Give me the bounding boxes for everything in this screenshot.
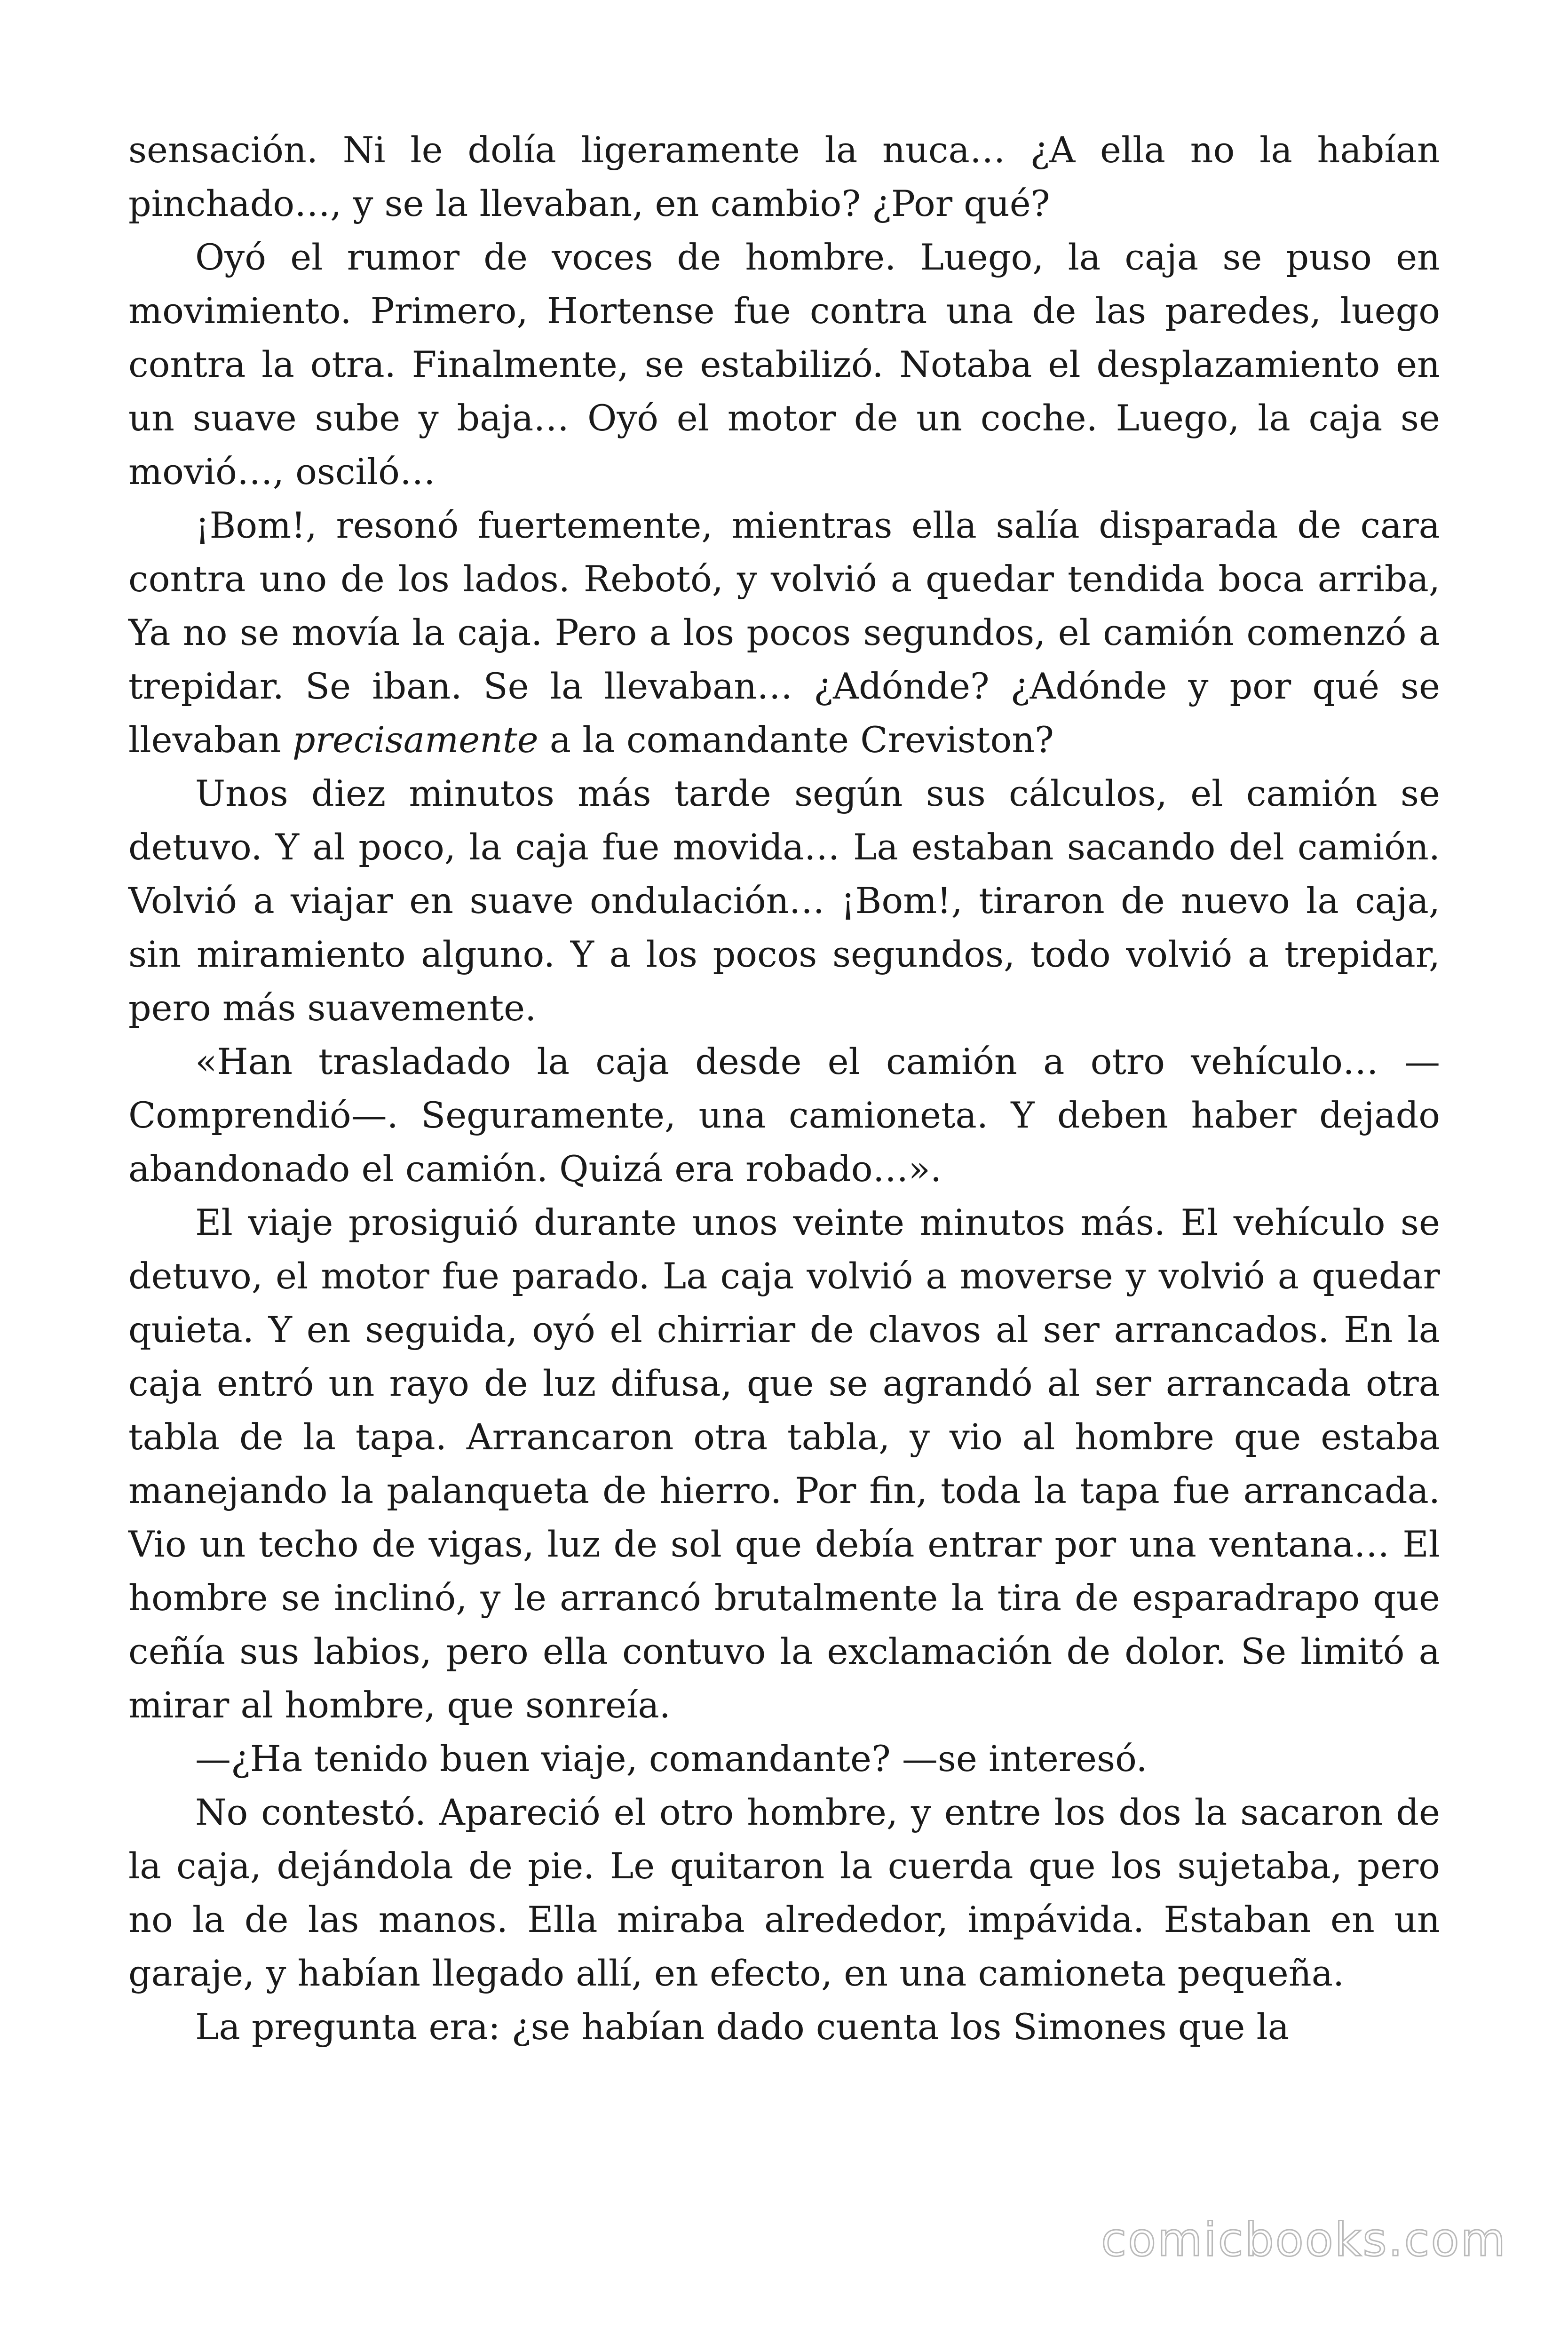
paragraph-text: a la comandante Creviston?	[549, 719, 1054, 761]
book-page-text	[128, 123, 1440, 2054]
paragraph: La pregunta era: ¿se habían dado cuenta los Simones que la	[195, 2006, 1290, 2048]
watermark-logo: comicbooks.com	[1101, 2213, 1507, 2267]
paragraph: El viaje prosiguió durante unos veinte minutos más. El vehículo se detuvo, el motor fue parado. La caja volvió a moverse y volvió a quedar quieta. Y en seguida, oyó el chirriar de clavos al ser arrancados. En la caja entró un rayo de luz difusa, que se agrandó al ser arrancada otra tabla de la tapa. Arrancaron otra tabla, y vio al hombre que estaba manejando la palanqueta de hierro. Por fin, toda la tapa fue arrancada. Vio un techo de vigas, luz de sol que debía entrar por una ventana… El hombre se inclinó, y le arrancó brutalmente la tira de esparadrapo que ceñía sus labios, pero ella contuvo la exclamación de dolor. Se limitó a mirar al hombre, que sonreía.	[128, 1201, 1440, 1726]
paragraph: «Han trasladado la caja desde el camión a otro vehículo… —Comprendió—. Seguramente, una camioneta. Y deben haber dejado abandonado el camión. Quizá era robado…».	[128, 1041, 1440, 1190]
paragraph: sensación. Ni le dolía ligeramente la nuca… ¿A ella no la habían pinchado…, y se la llevaban, en cambio? ¿Por qué?	[128, 129, 1440, 224]
paragraph: Unos diez minutos más tarde según sus cálculos, el camión se detuvo. Y al poco, la caja fue movida… La estaban sacando del camión. Volvió a viajar en suave ondulación… ¡Bom!, tiraron de nuevo la caja, sin miramiento alguno. Y a los pocos segundos, todo volvió a trepidar, pero más suavemente.	[128, 772, 1440, 1029]
paragraph: No contestó. Apareció el otro hombre, y entre los dos la sacaron de la caja, dejándola de pie. Le quitaron la cuerda que los sujetaba, pero no la de las manos. Ella miraba alrededor, impávida. Estaban en un garaje, y habían llegado allí, en efecto, en una camioneta pequeña.	[128, 1791, 1440, 1994]
paragraph	[128, 499, 1440, 767]
emphasis-text: precisamente	[292, 719, 539, 761]
paragraph-text: ¡Bom!, resonó fuertemente, mientras ella salía disparada de cara contra uno de los lados. Rebotó, y volvió a quedar tendida boca arriba, Ya no se movía la caja. Pero a los pocos segundos, el camión comenzó a trepidar. Se iban. Se la llevaban… ¿Adónde? ¿Adónde y por qué se llevaban	[128, 504, 1440, 761]
paragraph: —¿Ha tenido buen viaje, comandante? —se interesó.	[195, 1738, 1148, 1780]
paragraph: Oyó el rumor de voces de hombre. Luego, la caja se puso en movimiento. Primero, Hortense fue contra una de las paredes, luego contra la otra. Finalmente, se estabilizó. Notaba el desplazamiento en un suave sube y baja… Oyó el motor de un coche. Luego, la caja se movió…, osciló…	[128, 236, 1440, 493]
